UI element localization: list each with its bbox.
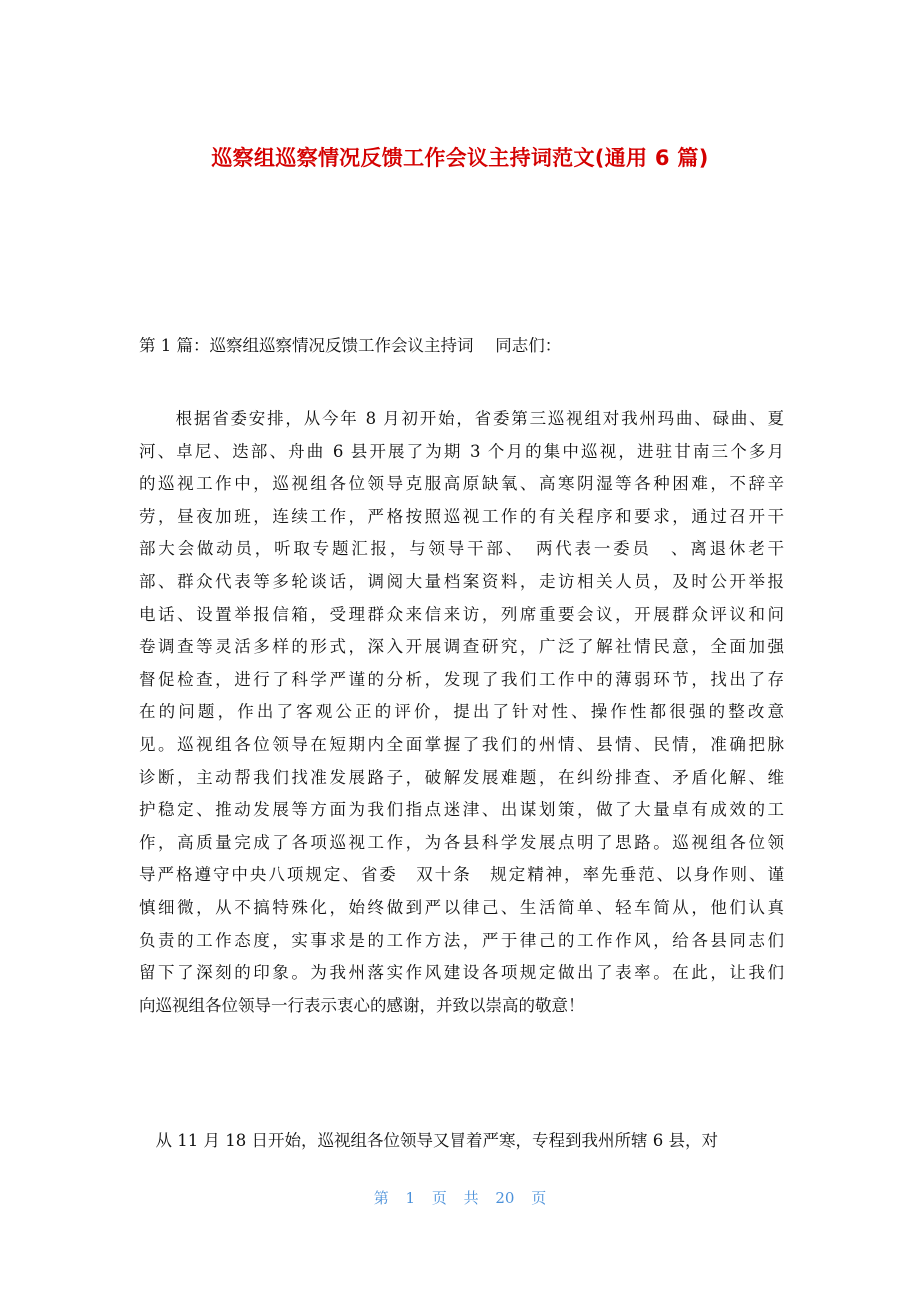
text-line: 电话、设置举报信箱，受理群众来信来访，列席重要会议，开展群众评议和问 [139, 604, 784, 624]
text-line: 诊断，主动帮我们找准发展路子，破解发展难题，在纠纷排查、矛盾化解、维 [139, 767, 784, 787]
text-line: 导严格遵守中央八项规定、省委 双十条 规定精神，率先垂范、以身作则、谨 [139, 865, 784, 885]
text-line: 负责的工作态度，实事求是的工作方法，严于律己的工作作风，给各县同志们 [139, 930, 784, 950]
text-line: 在的问题，作出了客观公正的评价，提出了针对性、操作性都很强的整改意 [139, 702, 784, 722]
text-line: 从 11 月 18 日开始，巡视组各位领导又冒着严寒，专程到我州所辖 6 县，对 [139, 1131, 718, 1150]
text-line: 慎细微，从不搞特殊化，始终做到严以律己、生活简单、轻车简从，他们认真 [139, 897, 784, 917]
text-line: 留下了深刻的印象。为我州落实作风建设各项规定做出了表率。在此，让我们 [139, 963, 784, 983]
paragraph-2 [139, 1125, 784, 1158]
document-title: 巡察组巡察情况反馈工作会议主持词范文(通用 6 篇) [211, 146, 709, 170]
text-line: 根据省委安排，从今年 8 月初开始，省委第三巡视组对我州玛曲、碌曲、夏 [139, 409, 784, 428]
text-line: 督促检查，进行了科学严谨的分析，发现了我们工作中的薄弱环节，找出了存 [139, 669, 784, 689]
text-line: 的巡视工作中，巡视组各位领导克服高原缺氧、高寒阴湿等各种困难，不辞辛 [139, 474, 784, 494]
text-line: 卷调查等灵活多样的形式，深入开展调查研究，广泛了解社情民意，全面加强 [139, 637, 784, 657]
text-line: 劳，昼夜加班，连续工作，严格按照巡视工作的有关程序和要求，通过召开干 [139, 506, 784, 526]
section-heading: 第 1 篇：巡察组巡察情况反馈工作会议主持词 同志们： [139, 336, 562, 355]
text-line: 向巡视组各位领导一行表示衷心的感谢，并致以崇高的敬意！ [139, 995, 585, 1015]
page-number-footer: 第 1 页 共 20 页 [373, 1189, 547, 1207]
text-line: 部大会做动员，听取专题汇报，与领导干部、 两代表一委员 、离退休老干 [139, 539, 784, 559]
text-line: 见。巡视组各位领导在短期内全面掌握了我们的州情、县情、民情，准确把脉 [139, 734, 784, 754]
text-line: 作，高质量完成了各项巡视工作，为各县科学发展点明了思路。巡视组各位领 [139, 832, 784, 852]
text-line: 部、群众代表等多轮谈话，调阅大量档案资料，走访相关人员，及时公开举报 [139, 571, 784, 591]
text-line: 河、卓尼、迭部、舟曲 6 县开展了为期 3 个月的集中巡视，进驻甘南三个多月 [139, 441, 784, 461]
paragraph-1 [139, 403, 784, 1022]
text-line: 护稳定、推动发展等方面为我们指点迷津、出谋划策，做了大量卓有成效的工 [139, 800, 784, 820]
